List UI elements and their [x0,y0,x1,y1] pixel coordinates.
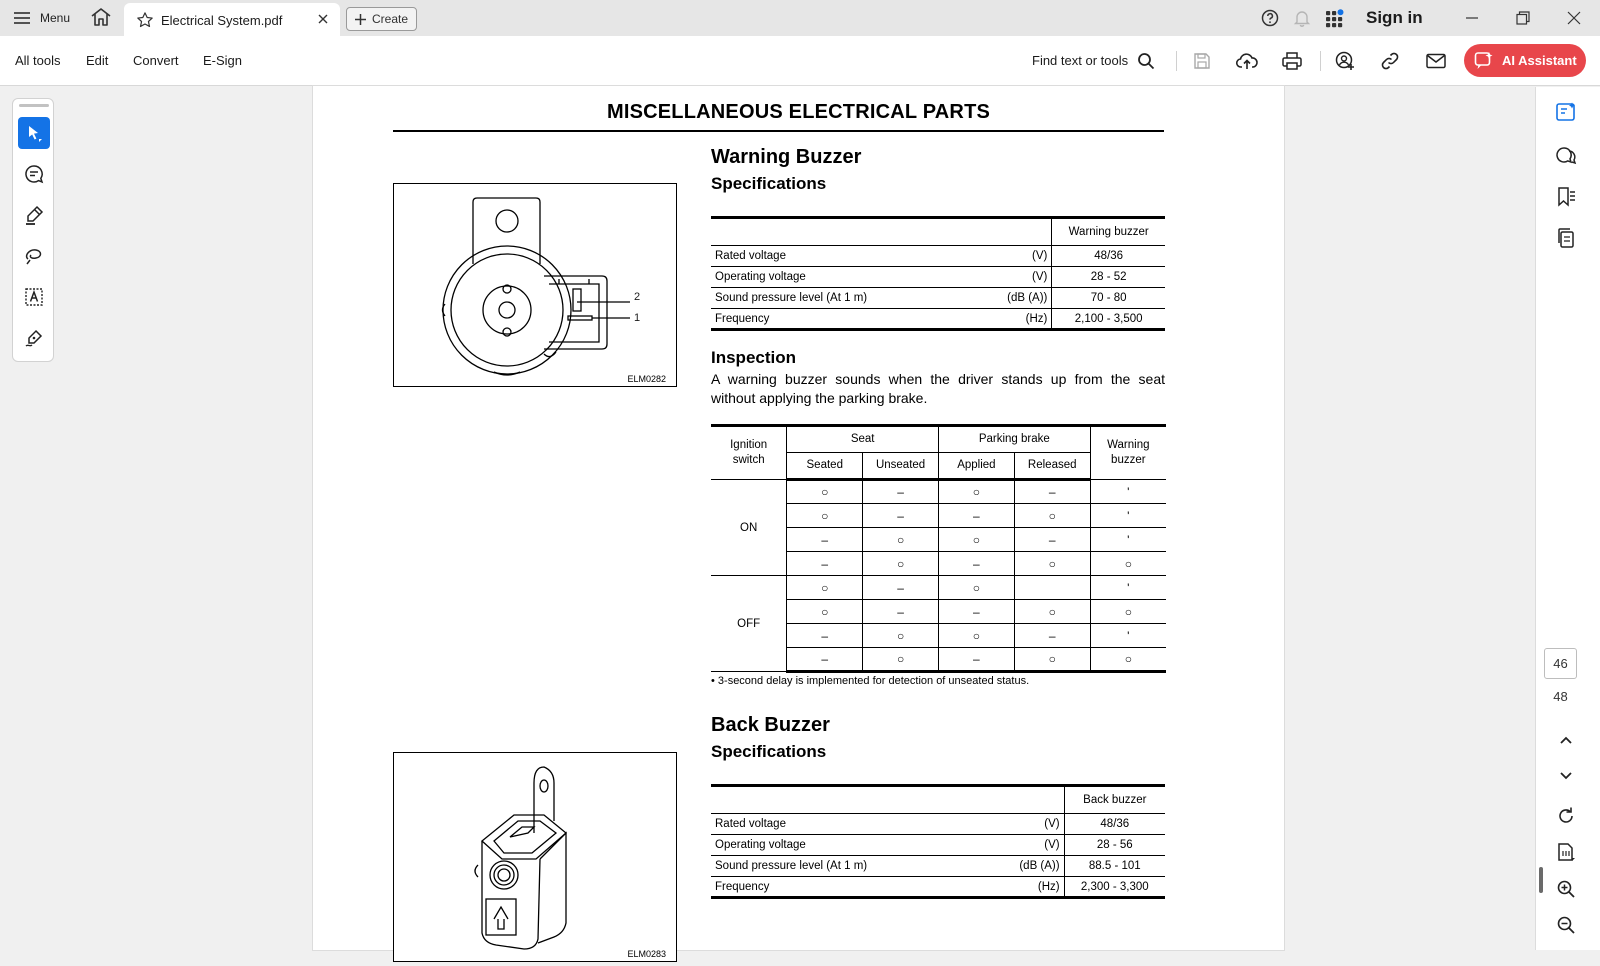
restore-button[interactable] [1510,6,1536,30]
select-tool[interactable] [18,117,50,149]
help-button[interactable] [1257,0,1283,36]
help-icon [1261,9,1279,27]
pdf-page [313,86,1284,959]
title-underline [393,130,1164,132]
spec-label: Rated voltage [711,814,982,835]
callout-2: 2 [634,291,641,303]
spec-label: Operating voltage [711,835,982,856]
inspection-cell: ' [1090,504,1166,528]
inspection-cell: ○ [863,552,939,576]
share-with-user-icon [1335,51,1355,71]
comments-icon [1555,145,1577,167]
edit-menu[interactable]: Edit [86,53,109,68]
bell-icon [1294,9,1310,27]
inspection-cell: ○ [938,528,1014,552]
inspection-cell: – [787,552,863,576]
main-toolbar [0,36,1600,86]
inspection-cell: ○ [863,624,939,648]
spec-label: Rated voltage [711,246,972,267]
freehand-draw-icon [24,246,44,266]
draw-tool[interactable] [18,240,50,272]
figure-label: ELM0283 [627,949,666,959]
inspection-cell: ○ [1090,648,1166,672]
inspection-cell: – [787,528,863,552]
current-page-input[interactable]: 46 [1544,648,1577,679]
quick-tools-panel [12,98,54,362]
bookmarks-panel-button[interactable] [1553,184,1579,210]
inspection-footnote: • 3-second delay is implemented for detection of unseated status. [711,675,1030,687]
callout-1: 1 [634,312,641,324]
inspection-cell: ○ [1014,600,1090,624]
ai-assistant-button[interactable] [1464,44,1586,77]
warning-buzzer-header: Warning buzzer [1090,426,1166,480]
apps-grid-icon [1325,8,1345,28]
spec-table-header [711,218,1165,246]
plus-icon [355,14,366,25]
figure-label: ELM0282 [627,374,666,384]
seated-header: Seated [787,453,863,480]
zoom-in-button[interactable] [1553,876,1579,902]
e-sign-menu[interactable]: E-Sign [203,53,243,68]
all-tools-menu[interactable]: All tools [15,53,61,68]
comment-icon [24,164,44,184]
inspection-cell: ○ [1014,504,1090,528]
inspection-table [711,424,1166,673]
zoom-in-icon [1556,879,1576,899]
spec-value: 70 - 80 [1052,288,1165,309]
spec-value: 48/36 [1064,814,1165,835]
inspection-cell: ' [1090,624,1166,648]
spec-unit: (V) [982,835,1064,856]
zoom-out-button[interactable] [1553,912,1579,938]
bookmark-icon [1555,186,1577,208]
back-buzzer-specs-heading: Specifications [711,742,827,761]
rotate-icon [1556,806,1576,826]
spec-column-header: Back buzzer [1064,786,1165,814]
apps-button[interactable] [1322,0,1348,36]
spec-row [711,246,1165,267]
home-button[interactable] [90,7,114,29]
inspection-cell: – [863,600,939,624]
warning-buzzer-heading: Warning Buzzer [711,146,862,168]
save-button[interactable] [1190,49,1214,73]
spec-unit: (dB (A)) [982,856,1064,877]
inspection-cell: – [863,480,939,504]
inspection-cell: ○ [938,480,1014,504]
inspection-cell: ○ [1014,648,1090,672]
inspection-cell: – [1014,528,1090,552]
back-buzzer-figure [393,752,677,962]
convert-menu[interactable]: Convert [133,53,179,68]
inspection-cell: ○ [787,480,863,504]
inspection-cell: ' [1090,528,1166,552]
zoom-out-icon [1556,915,1576,935]
warning-buzzer-spec-table [711,216,1165,331]
inspection-cell: ○ [1014,552,1090,576]
document-tab[interactable] [124,3,340,36]
applied-header: Applied [938,453,1014,480]
warning-buzzer-drawing [394,184,676,386]
spec-value: 88.5 - 101 [1064,856,1165,877]
cursor-arrow-icon [25,124,43,142]
spec-column-header: Warning buzzer [1052,218,1165,246]
inspection-text: A warning buzzer sounds when the driver stands up from the seat without applying the parking brake. [711,371,1165,406]
spec-unit: (V) [982,814,1064,835]
restore-icon [1516,11,1530,25]
spec-value: 28 - 56 [1064,835,1165,856]
inspection-cell: – [938,504,1014,528]
link-icon [1380,51,1400,71]
inspection-header-row [711,426,1166,453]
inspection-cell: – [938,552,1014,576]
close-window-button[interactable] [1561,6,1587,30]
sign-tool[interactable] [18,322,50,354]
pages-panel-button[interactable] [1553,225,1579,251]
sign-in-button[interactable]: Sign in [1366,8,1423,27]
spec-value: 2,300 - 3,300 [1064,877,1165,898]
rotate-button[interactable] [1553,803,1579,829]
inspection-cell: ○ [787,576,863,600]
search-button[interactable] [1134,49,1158,73]
inspection-cell: ○ [938,576,1014,600]
chevron-up-icon [1559,735,1573,745]
email-button[interactable] [1424,49,1448,73]
inspection-cell: ○ [787,600,863,624]
cloud-upload-icon [1236,52,1258,70]
toolbar-divider [1176,51,1177,71]
inspection-cell: ○ [787,504,863,528]
vertical-scrollbar-thumb[interactable] [1539,867,1543,893]
document-title: MISCELLANEOUS ELECTRICAL PARTS [606,101,991,123]
create-label: Create [371,12,409,26]
inspection-heading: Inspection [711,348,797,367]
inspection-cell: ○ [863,528,939,552]
printer-icon [1282,52,1302,70]
signature-pen-icon [24,328,44,348]
spec-row [711,835,1165,856]
released-header: Released [1014,453,1090,480]
inspection-cell: ○ [1090,552,1166,576]
title-bar [0,0,1600,36]
next-page-button[interactable] [1553,763,1579,789]
page-fit-icon [1556,842,1576,862]
mail-icon [1426,53,1446,69]
inspection-cell: ' [1090,480,1166,504]
comment-tool[interactable] [18,158,50,190]
inspection-cell: – [1014,480,1090,504]
back-buzzer-drawing [394,753,676,961]
inspection-cell: ○ [1090,600,1166,624]
inspection-cell: – [938,648,1014,672]
spec-row [711,309,1165,330]
create-button[interactable] [346,7,417,31]
spec-table-header [711,786,1165,814]
spec-value: 48/36 [1052,246,1165,267]
comments-panel-button[interactable] [1553,143,1579,169]
spec-row [711,856,1165,877]
tab-title: Electrical System.pdf [161,13,283,28]
upload-cloud-button[interactable] [1235,49,1259,73]
share-user-button[interactable] [1333,49,1357,73]
search-icon [1137,52,1155,70]
spec-row [711,267,1165,288]
ignition-state: OFF [711,576,787,672]
highlighter-pen-icon [24,205,44,225]
spec-value: 28 - 52 [1052,267,1165,288]
minimize-icon [1465,11,1479,25]
ai-assistant-icon [1474,51,1494,71]
inspection-cell: – [863,576,939,600]
hamburger-icon [14,12,30,24]
inspection-cell: ' [1090,576,1166,600]
close-tab-icon[interactable] [316,12,330,26]
ignition-switch-header: Ignition switch [711,426,787,480]
spec-label: Sound pressure level (At 1 m) [711,288,972,309]
text-box-icon [24,287,44,307]
spec-label: Sound pressure level (At 1 m) [711,856,982,877]
back-buzzer-heading: Back Buzzer [711,714,830,736]
inspection-cell: ○ [863,648,939,672]
pages-icon [1555,227,1577,249]
home-icon [90,7,112,27]
spec-unit: (dB (A)) [972,288,1052,309]
panel-edit-icon [1555,101,1577,123]
highlight-tool[interactable] [18,199,50,231]
find-text-or-tools[interactable]: Find text or tools [1032,53,1129,68]
parking-brake-header: Parking brake [938,426,1090,453]
ignition-state: ON [711,480,787,576]
text-box-tool[interactable] [18,281,50,313]
spec-unit: (V) [972,267,1052,288]
menu-label: Menu [40,11,71,25]
edit-panel-button[interactable] [1553,99,1579,125]
seat-header: Seat [787,426,939,453]
spec-row [711,814,1165,835]
inspection-row [711,576,1166,600]
inspection-cell: – [938,600,1014,624]
spec-unit: (V) [972,246,1052,267]
spec-unit: (Hz) [982,877,1064,898]
spec-row [711,288,1165,309]
close-icon [1567,11,1581,25]
spec-row [711,877,1165,898]
back-buzzer-spec-table [711,784,1165,899]
total-pages: 48 [1553,689,1568,704]
copy-link-button[interactable] [1378,49,1402,73]
warning-buzzer-figure [393,183,677,387]
save-icon [1193,52,1211,70]
inspection-row [711,480,1166,504]
spec-unit: (Hz) [972,309,1052,330]
inspection-cell: ○ [938,624,1014,648]
unseated-header: Unseated [863,453,939,480]
spec-label: Frequency [711,877,982,898]
warning-buzzer-specs-heading: Specifications [711,174,827,193]
inspection-cell: – [787,624,863,648]
menu-button[interactable] [10,6,74,30]
drag-handle[interactable] [19,104,49,107]
notifications-button[interactable] [1289,0,1315,36]
inspection-cell [1014,576,1090,600]
spec-value: 2,100 - 3,500 [1052,309,1165,330]
ai-assistant-label: AI Assistant [1502,53,1577,68]
inspection-cell: – [1014,624,1090,648]
toolbar-divider [1320,51,1321,71]
print-button[interactable] [1280,49,1304,73]
star-icon[interactable] [136,11,154,29]
inspection-cell: – [863,504,939,528]
right-tools-rail [1535,87,1600,950]
spec-label: Operating voltage [711,267,972,288]
previous-page-button[interactable] [1553,727,1579,753]
chevron-down-icon [1559,771,1573,781]
minimize-button[interactable] [1459,6,1485,30]
page-fit-button[interactable] [1553,839,1579,865]
inspection-cell: – [787,648,863,672]
spec-label: Frequency [711,309,972,330]
